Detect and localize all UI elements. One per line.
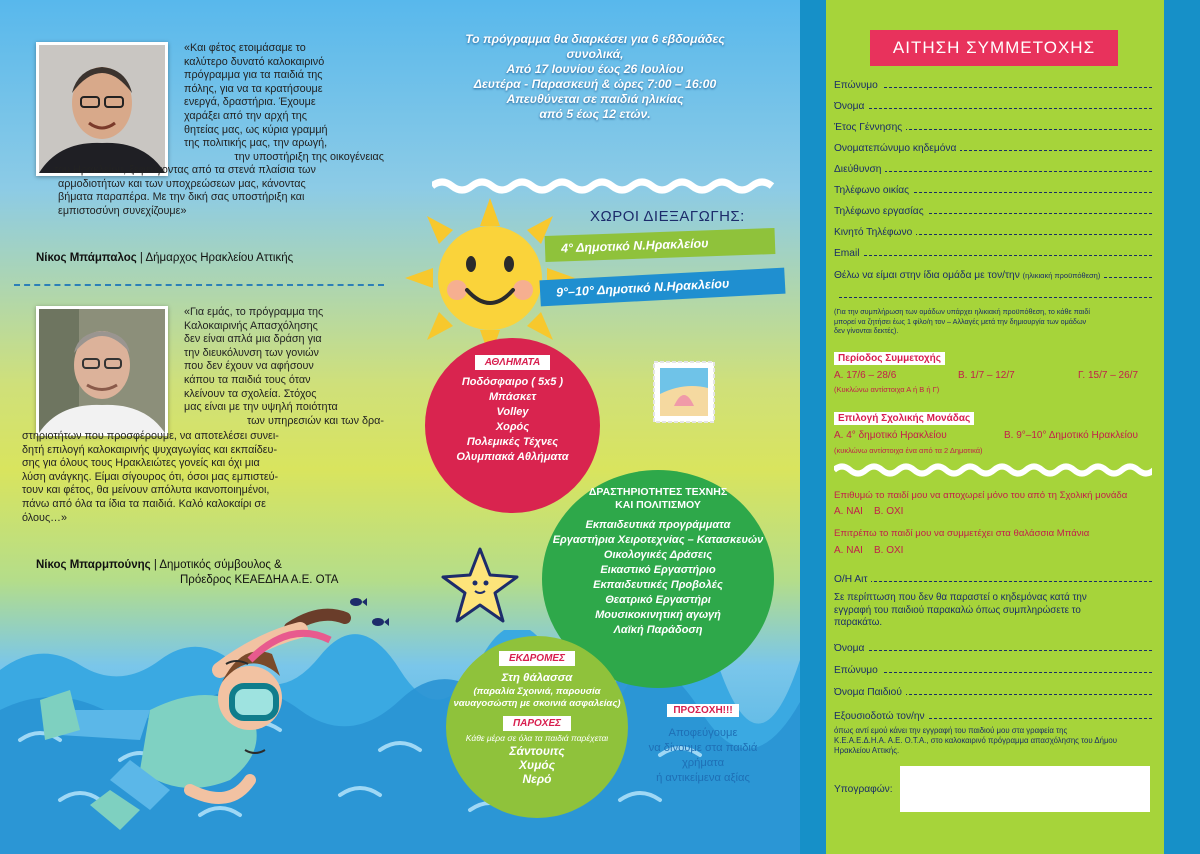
quote-line: θητείας μας, ως κύρια γραμμή xyxy=(184,123,328,136)
mayor-name: Νίκος Μπάμπαλος xyxy=(36,252,137,264)
arts-item: Λαϊκή Παράδοση xyxy=(613,624,703,636)
sport-item: Ολυμπιακά Αθλήματα xyxy=(456,451,569,463)
attention-line: χρήματα xyxy=(681,757,725,769)
sun-illustration xyxy=(405,198,575,358)
quote-line: δητή επιλογή καλοκαιρινής ψυχαγωγίας και εκπαίδευ- xyxy=(22,443,278,456)
period-option-a[interactable]: Α. 17/6 – 28/6 xyxy=(834,370,897,381)
starfish-icon xyxy=(440,545,520,625)
quote-line: των υπηρεσιών και των δρα- xyxy=(247,414,384,427)
arts-title: ΔΡΑΣΤΗΡΙΟΤΗΤΕΣ ΤΕΧΝΗΣ xyxy=(588,486,728,498)
signature-box[interactable] xyxy=(900,766,1150,812)
quote-line: ενεργά, δραστήρια. Έχουμε xyxy=(184,96,316,109)
period-title: Περίοδος Συμμετοχής xyxy=(834,352,945,365)
field-label: Κινητό Τηλέφωνο xyxy=(834,227,916,238)
quote-line: εμπιστοσύνη συνεχίζουμε» xyxy=(58,204,187,217)
attention-line: Αποφεύγουμε xyxy=(668,727,738,739)
quote-line: «Και φέτος ετοιμάσαμε το xyxy=(184,42,306,54)
q1-yes[interactable]: Α. ΝΑΙ xyxy=(834,506,863,517)
quote-line: καλύτερο δυνατό καλοκαιρινό xyxy=(184,55,325,68)
quote-line: τουν και φέτος, θα μείνουν απόλυτα ικανοποιημένοι, xyxy=(22,484,270,497)
quote-line: πρόγραμμα για τα παιδιά της xyxy=(184,69,323,82)
divider xyxy=(14,284,384,286)
field-home-phone[interactable] xyxy=(834,185,1152,196)
snorkel-boy-illustration xyxy=(40,590,390,840)
info-line: Απευθύνεται σε παιδιά ηλικίας xyxy=(506,92,684,106)
mayor-quote-narrow xyxy=(184,42,384,164)
form-title: ΑΙΤΗΣΗ ΣΥΜΜΕΤΟΧΗΣ xyxy=(870,30,1118,66)
field-name[interactable] xyxy=(834,101,1152,112)
field-label: Ο/Η Αιτ xyxy=(834,574,871,585)
provisions-note: Κάθε μέρα σε όλα τα παιδιά παρέχεται xyxy=(465,733,609,743)
quote-line: κάπου τα παιδιά τους όταν xyxy=(184,373,311,386)
field-label: Έτος Γέννησης xyxy=(834,122,906,133)
attention-line: ή αντικείμενα αξίας xyxy=(656,772,750,784)
president-role-2: Πρόεδρος ΚΕΑΕΔΗΑ Α.Ε. ΟΤΑ xyxy=(180,574,339,586)
arts-item: Εικαστικό Εργαστήριο xyxy=(600,564,716,576)
arts-title-2: ΚΑΙ ΠΟΛΙΤΙΣΜΟΥ xyxy=(615,499,701,511)
authorization-text xyxy=(834,726,1152,756)
field-label: Τηλέφωνο εργασίας xyxy=(834,206,928,217)
quote-line: που δεν έχουν να αφήσουν xyxy=(184,360,314,373)
excursions-title: ΕΚΔΡΟΜΕΣ xyxy=(499,651,575,666)
field-label: Όνομα xyxy=(834,643,868,654)
q2-yes[interactable]: Α. ΝΑΙ xyxy=(834,545,863,556)
info-line: συνολικά, xyxy=(566,47,624,61)
field-label: Επώνυμο xyxy=(834,665,882,676)
question-leave-alone: Επιθυμώ το παιδί μου να αποχωρεί μόνο του από τη Σχολική μονάδα xyxy=(834,490,1128,501)
info-line: από 5 έως 12 ετών. xyxy=(539,107,651,121)
group-note xyxy=(834,307,1152,336)
attention-title: ΠΡΟΣΟΧΗ!!! xyxy=(667,704,738,717)
note-line: μπορεί να ζητήσει έως 1 φίλο/η τον – Αλλαγές μετά την δημιουργία των ομάδων xyxy=(834,316,1087,326)
text-line: παρακάτω. xyxy=(834,617,883,629)
blue-band-left xyxy=(800,0,826,854)
mayor-role: Δήμαρχος Ηρακλείου Αττικής xyxy=(145,252,294,264)
field-label: Επώνυμο xyxy=(834,80,882,91)
field-email[interactable] xyxy=(834,248,1152,259)
field-child-name[interactable] xyxy=(834,687,1152,698)
field-guardian[interactable] xyxy=(834,143,1152,154)
attention-box xyxy=(628,700,778,786)
field-label: Email xyxy=(834,248,863,259)
school-note: (κυκλώνω αντίστοιχα ένα από τα 2 Δημοτικά) xyxy=(834,446,983,455)
text-line: Κ.Ε.Α.Ε.Δ.Η.Α. Α.Ε. Ο.Τ.Α., στο καλοκαιρινό πρόγραμμα απασχόλησης του Δήμου xyxy=(834,736,1118,745)
quote-line: της πολιτικής μας, την αρωγή, xyxy=(184,137,328,150)
arts-item: Θεατρικό Εργαστήρι xyxy=(605,594,711,606)
provisions-title: ΠΑΡΟΧΕΣ xyxy=(503,716,571,731)
field-auth-surname[interactable] xyxy=(834,665,1152,676)
attention-line: να δίνουμε στα παιδιά xyxy=(648,742,758,754)
sport-item: Πολεμικές Τέχνες xyxy=(466,436,559,448)
arts-item: Εργαστήρια Χειροτεχνίας – Κατασκευών xyxy=(552,534,764,546)
president-role: Δημοτικός σύμβουλος & xyxy=(159,559,282,571)
text-line: εγγραφή του παιδιού παρακαλώ όπως συμπληρώσετε το xyxy=(834,604,1081,616)
quote-line: Καλοκαιρινής Απασχόλησης xyxy=(184,319,318,332)
field-applicant[interactable] xyxy=(834,574,1152,585)
shell-stamp-icon xyxy=(652,360,716,424)
program-info xyxy=(410,32,780,122)
field-same-group[interactable] xyxy=(834,270,1152,281)
quote-line: «Για εμάς, το πρόγραμμα της xyxy=(184,306,324,318)
president-quote-wide xyxy=(22,430,384,525)
sports-title: ΑΘΛΗΜΑΤΑ xyxy=(475,355,551,370)
info-line: Το πρόγραμμα θα διαρκέσει για 6 εβδομάδες xyxy=(465,32,725,46)
field-auth-name[interactable] xyxy=(834,643,1152,654)
period-note: (Κυκλώνω αντίστοιχα Α ή Β ή Γ) xyxy=(834,385,940,394)
quote-line: πόλης, για να τα κρατήσουμε xyxy=(184,82,323,95)
q2-no[interactable]: Β. ΟΧΙ xyxy=(874,545,904,556)
quote-line: βήματα παραπέρα. Με την δική σας υποστήριξη και xyxy=(58,191,305,204)
quote-line: την διευκόλυνση των γονιών xyxy=(184,346,319,359)
fish-icon xyxy=(340,592,400,642)
wavy-divider xyxy=(432,176,782,196)
period-option-c[interactable]: Γ. 15/7 – 26/7 xyxy=(1078,370,1139,381)
mayor-signature: Νίκος Μπάμπαλος | Δήμαρχος Ηρακλείου Αττικής xyxy=(36,252,294,264)
quote-line: δεν είναι απλά μια δράση για xyxy=(184,333,322,346)
info-line: Δευτέρα - Παρασκευή & ώρες 7:00 – 16:00 xyxy=(473,77,717,91)
authorization-intro xyxy=(834,592,1152,630)
field-hint: (ηλικιακή προϋπόθεση) xyxy=(1022,271,1101,280)
note-line: (Για την συμπλήρωση των ομάδων υπάρχει ηλικιακή προϋπόθεση, το κάθε παιδί xyxy=(834,307,1090,316)
text-line: Σε περίπτωση που δεν θα παραστεί ο κηδεμόνας κατά την xyxy=(834,592,1087,603)
quote-line: όλους…» xyxy=(22,511,67,524)
form-wavy-divider xyxy=(834,462,1152,478)
sport-item: Χορός xyxy=(495,421,530,433)
arts-item: Μουσικοκινητική αγωγή xyxy=(595,609,721,621)
q1-no[interactable]: Β. ΟΧΙ xyxy=(874,506,904,517)
sport-item: Volley xyxy=(496,406,529,418)
blue-band-right xyxy=(1164,0,1200,854)
provision-item: Χυμός xyxy=(518,758,556,772)
quote-line: κλείνουν τα σχολεία. Στόχος xyxy=(184,387,317,400)
quote-line: μας είναι με την υψηλή ποιότητα xyxy=(184,401,338,414)
quote-line: σης για όλους τους Ηρακλειώτες γονείς και όχι μια xyxy=(22,457,260,470)
text-line: Ηρακλείου Αττικής. xyxy=(834,746,900,755)
period-option-b[interactable]: Β. 1/7 – 12/7 xyxy=(958,370,1015,381)
school-option-a[interactable]: Α. 4° δημοτικό Ηρακλείου xyxy=(834,430,947,441)
excursions-circle xyxy=(446,636,628,818)
field-address[interactable] xyxy=(834,164,1152,175)
venues-title: ΧΩΡΟΙ ΔΙΕΞΑΓΩΓΗΣ: xyxy=(590,208,745,225)
field-authorize[interactable] xyxy=(834,711,1152,722)
mayor-quote-wide xyxy=(32,164,392,218)
quote-line: αρμοδιοτήτων και των υποχρεώσεων μας, κάνοντας xyxy=(58,177,306,190)
note-line: δεν γίνονται δεκτές). xyxy=(834,326,899,335)
provision-item: Νερό xyxy=(522,772,552,786)
venue-1: 4° Δημοτικό Ν.Ηρακλείου xyxy=(545,228,776,262)
school-option-b[interactable]: Β. 9°–10° Δημοτικό Ηρακλείου xyxy=(1004,430,1138,441)
president-photo xyxy=(36,306,168,436)
president-signature: Νίκος Μπαρμπούνης | Δημοτικός σύμβουλος & Πρόεδρος ΚΕΑΕΔΗΑ Α.Ε. ΟΤΑ xyxy=(36,559,339,586)
president-quote-narrow xyxy=(184,306,384,428)
president-name: Νίκος Μπαρμπούνης xyxy=(36,559,151,571)
venue-2: 9°–10° Δημοτικό Ν.Ηρακλείου xyxy=(539,268,785,307)
quote-line: την υποστήριξη της οικογένειας xyxy=(234,150,384,163)
arts-item: Εκπαιδευτικά προγράμματα xyxy=(585,519,731,531)
excursion-item: Στη θάλασσα xyxy=(501,672,573,684)
arts-item: Οικολογικές Δράσεις xyxy=(603,549,713,561)
field-label: Ονοματεπώνυμο κηδεμόνα xyxy=(834,143,960,154)
question-sea-bath: Επιτρέπω το παιδί μου να συμμετέχει στα θαλάσσια Μπάνια xyxy=(834,528,1090,539)
provision-item: Σάντουιτς xyxy=(509,744,565,758)
quote-line: λύση ανάγκης. Είμαι σίγουρος ότι, όσοι μας εμπιστεύ- xyxy=(22,470,279,483)
field-work-phone[interactable] xyxy=(834,206,1152,217)
field-label: Όνομα xyxy=(834,101,868,112)
arts-item: Εκπαιδευτικές Προβολές xyxy=(593,579,723,591)
text-line: όπως αντί εμού κάνει την εγγραφή του παιδιού μου στα γραφεία της xyxy=(834,726,1068,735)
quote-line: χαράξει από την αρχή της xyxy=(184,109,307,122)
excursion-item: (παραλία Σχοινιά, παρουσία xyxy=(473,686,601,697)
field-same-group-line2[interactable] xyxy=(834,290,1152,301)
info-line: Από 17 Ιουνίου έως 26 Ιουλίου xyxy=(506,62,684,76)
excursion-item: ναυαγοσώστη με σκοινιά ασφαλείας) xyxy=(453,698,621,709)
quote-line: του Ηρακλείου, ξεφεύγοντας από τα στενά πλαίσια των xyxy=(54,164,316,176)
sport-item: Μπάσκετ xyxy=(488,391,537,403)
quote-line: πάνω από όλα τα ίδια τα παιδιά. Καλό καλοκαίρι σε xyxy=(22,497,266,510)
field-label: Τηλέφωνο οικίας xyxy=(834,185,913,196)
field-label: Εξουσιοδοτώ τον/ην xyxy=(834,711,929,722)
mayor-photo xyxy=(36,42,168,176)
field-surname[interactable] xyxy=(834,80,1152,91)
quote-line: στηριοτήτων που προσφέρουμε, να αποτελέσει συνει- xyxy=(22,430,279,442)
field-mobile[interactable] xyxy=(834,227,1152,238)
field-birth-year[interactable] xyxy=(834,122,1152,133)
field-label: Θέλω να είμαι στην ίδια ομάδα με τον/την xyxy=(834,270,1020,281)
field-label: Διεύθυνση xyxy=(834,164,885,175)
field-label: Όνομα Παιδιού xyxy=(834,687,906,698)
school-title: Επιλογή Σχολικής Μονάδας xyxy=(834,412,974,425)
sport-item: Ποδόσφαιρο ( 5x5 ) xyxy=(461,376,564,388)
signature-label: Υπογραφών: xyxy=(834,784,893,795)
